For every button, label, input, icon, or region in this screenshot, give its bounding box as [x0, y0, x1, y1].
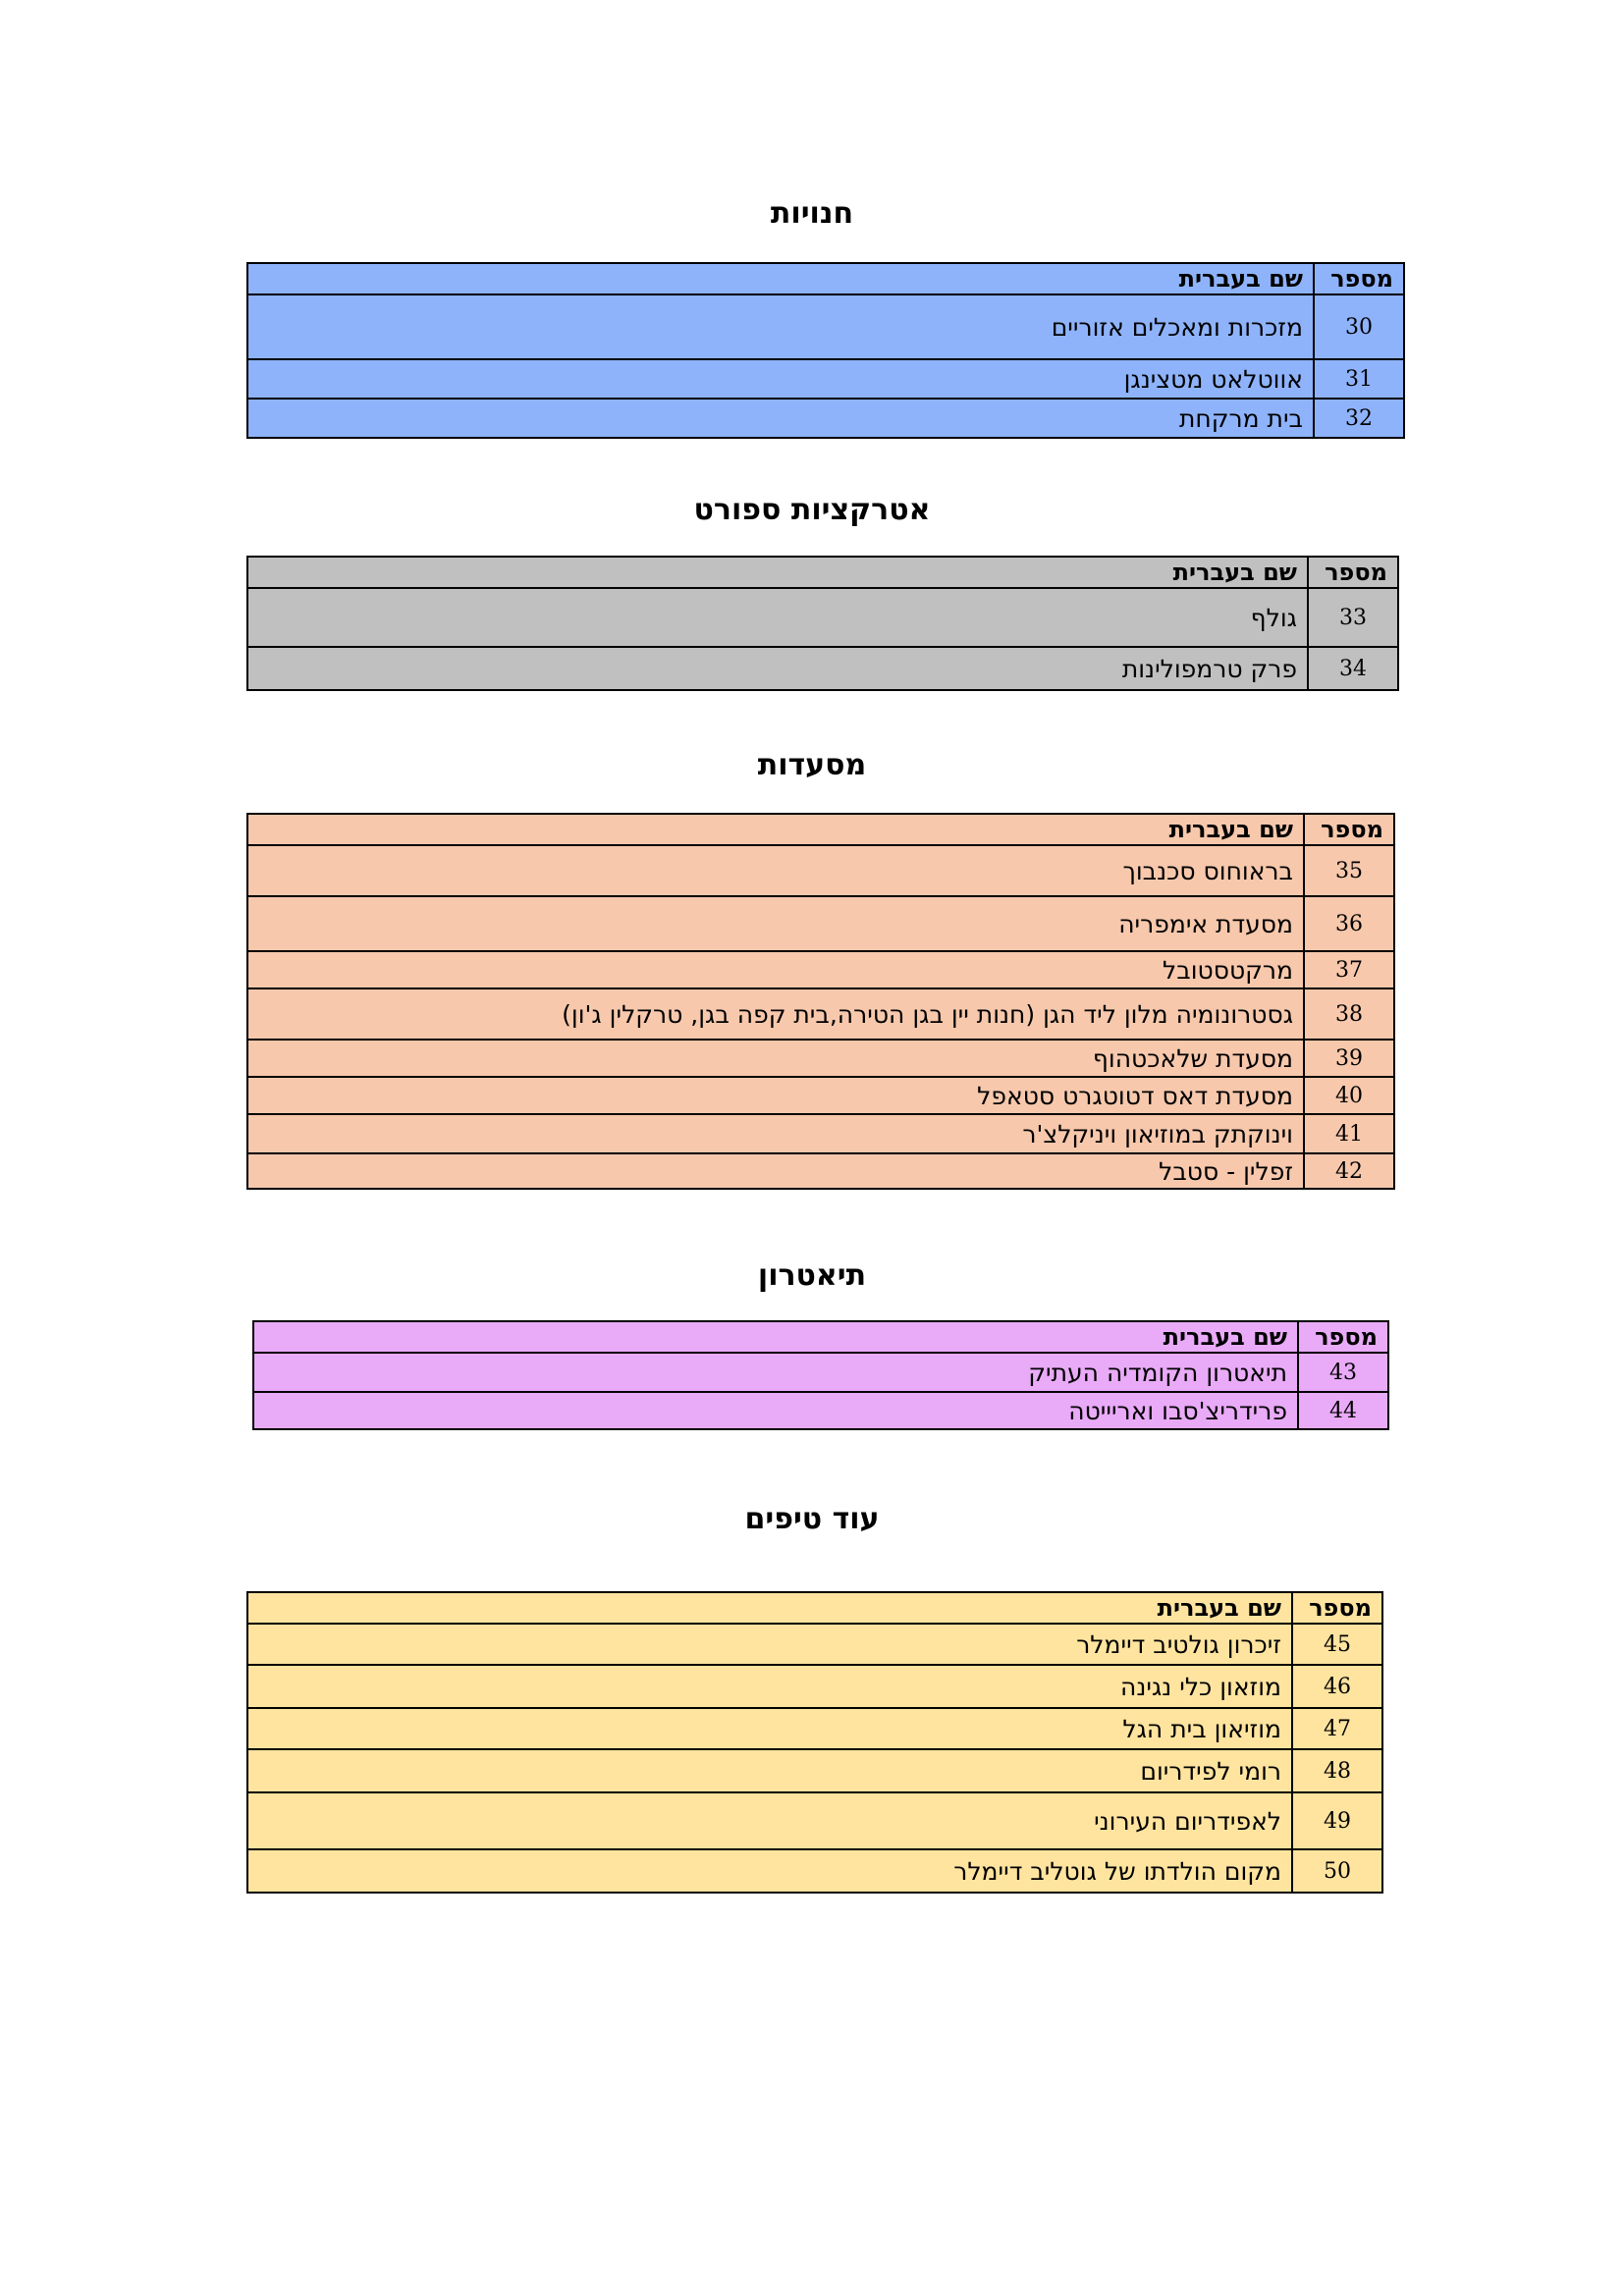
column-header-number: מספר — [1314, 263, 1404, 294]
row-number: 44 — [1298, 1392, 1388, 1429]
table-header-row — [247, 1592, 1382, 1624]
column-header-name: שם בעברית — [247, 814, 1304, 845]
table-row — [247, 845, 1394, 896]
row-number: 49 — [1292, 1792, 1382, 1849]
table-row — [247, 399, 1404, 438]
row-name: רומי לפידריום — [247, 1749, 1292, 1792]
table-row — [247, 1153, 1394, 1189]
row-number: 43 — [1298, 1353, 1388, 1392]
column-header-name: שם בעברית — [247, 263, 1314, 294]
row-number: 47 — [1292, 1708, 1382, 1749]
row-name: גולף — [247, 588, 1308, 647]
table-header-row — [253, 1321, 1388, 1353]
column-header-name: שם בעברית — [253, 1321, 1298, 1353]
row-name: מסעדת אימפריה — [247, 896, 1304, 951]
row-name: מזכרות ומאכלים אזוריים — [247, 294, 1314, 359]
section-title-restaurants: מסעדות — [757, 748, 867, 782]
row-number: 41 — [1304, 1114, 1394, 1153]
row-number: 46 — [1292, 1665, 1382, 1708]
column-header-name: שם בעברית — [247, 557, 1308, 588]
table-row — [247, 1708, 1382, 1749]
table-row — [247, 1665, 1382, 1708]
row-name: תיאטרון הקומדיה העתיק — [253, 1353, 1298, 1392]
row-name: פרק טרמפולינות — [247, 647, 1308, 690]
theater-table — [252, 1320, 1389, 1430]
table-header-row — [247, 263, 1404, 294]
table-row — [247, 1749, 1382, 1792]
table-row — [247, 647, 1398, 690]
row-number: 50 — [1292, 1849, 1382, 1893]
table-row — [247, 1624, 1382, 1665]
row-number: 40 — [1304, 1077, 1394, 1114]
row-number: 42 — [1304, 1153, 1394, 1189]
table-row — [247, 951, 1394, 988]
table-row — [247, 1114, 1394, 1153]
row-number: 31 — [1314, 359, 1404, 399]
row-number: 32 — [1314, 399, 1404, 438]
column-header-name: שם בעברית — [247, 1592, 1292, 1624]
section-title-theater: תיאטרון — [757, 1258, 867, 1293]
row-number: 39 — [1304, 1040, 1394, 1077]
table-header-row — [247, 814, 1394, 845]
row-number: 37 — [1304, 951, 1394, 988]
section-title-sport-attractions: אטרקציות ספורט — [693, 493, 931, 527]
table-row — [247, 359, 1404, 399]
column-header-number: מספר — [1292, 1592, 1382, 1624]
row-name: מרקטסטובל — [247, 951, 1304, 988]
row-name: מסעדת דאס דטוטגרט סטאפל — [247, 1077, 1304, 1114]
row-name: וינוקתק במוזיאון ויניקלצ'ר — [247, 1114, 1304, 1153]
table-row — [247, 1849, 1382, 1893]
row-name: בית מרקחת — [247, 399, 1314, 438]
row-name: מוזאון כלי נגינה — [247, 1665, 1292, 1708]
table-row — [247, 896, 1394, 951]
row-number: 45 — [1292, 1624, 1382, 1665]
shops-table — [246, 262, 1405, 439]
column-header-number: מספר — [1304, 814, 1394, 845]
column-header-number: מספר — [1298, 1321, 1388, 1353]
sport-attractions-table — [246, 556, 1399, 691]
table-row — [247, 988, 1394, 1040]
row-name: זפלין - סטבל — [247, 1153, 1304, 1189]
table-row — [253, 1353, 1388, 1392]
restaurants-table — [246, 813, 1395, 1190]
row-name: אווטלאט מטצינגן — [247, 359, 1314, 399]
table-row — [247, 1040, 1394, 1077]
table-row — [247, 1792, 1382, 1849]
row-number: 34 — [1308, 647, 1398, 690]
row-name: בראוחוס סכנבוך — [247, 845, 1304, 896]
row-name: פרידריצ'סבו ואריייטה — [253, 1392, 1298, 1429]
column-header-number: מספר — [1308, 557, 1398, 588]
row-name: זיכרון גולטיב דיימלר — [247, 1624, 1292, 1665]
table-row — [247, 294, 1404, 359]
table-row — [253, 1392, 1388, 1429]
section-title-more-tips: עוד טיפים — [744, 1502, 880, 1536]
row-number: 48 — [1292, 1749, 1382, 1792]
table-row — [247, 588, 1398, 647]
row-number: 35 — [1304, 845, 1394, 896]
row-name: מוזיאון בית הגל — [247, 1708, 1292, 1749]
table-row — [247, 1077, 1394, 1114]
row-name: גסטרונומיה מלון ליד הגן (חנות יין בגן הטירה,בית קפה בגן, טרקלין ג'ון) — [247, 988, 1304, 1040]
row-name: מקום הולדתו של גוטליב דיימלר — [247, 1849, 1292, 1893]
section-title-shops: חנויות — [770, 196, 854, 231]
table-header-row — [247, 557, 1398, 588]
row-name: לאפידריום העירוני — [247, 1792, 1292, 1849]
row-number: 38 — [1304, 988, 1394, 1040]
more-tips-table — [246, 1591, 1383, 1894]
row-number: 36 — [1304, 896, 1394, 951]
row-number: 33 — [1308, 588, 1398, 647]
row-number: 30 — [1314, 294, 1404, 359]
row-name: מסעדת שלאכטהוף — [247, 1040, 1304, 1077]
